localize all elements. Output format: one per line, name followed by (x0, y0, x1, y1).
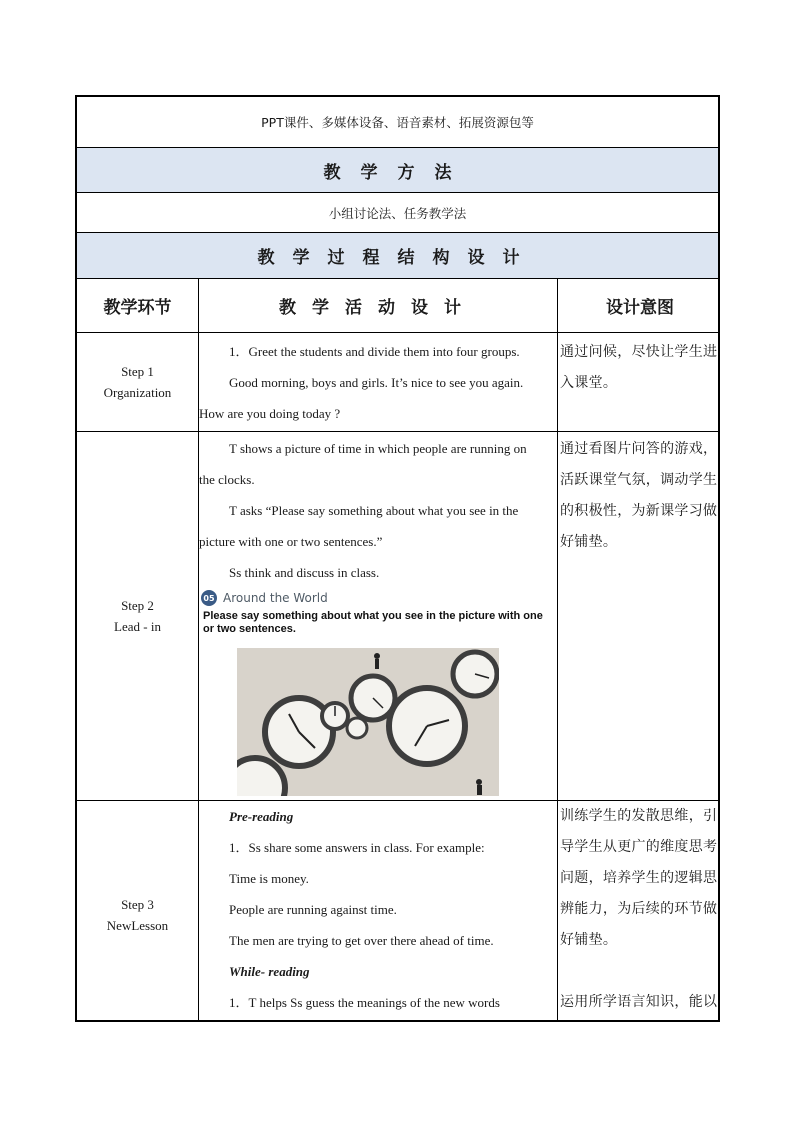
intent-line: 好铺垫。 (560, 932, 618, 948)
activity-line: Time is money. (229, 871, 309, 886)
column-header-row (77, 279, 718, 333)
activity-line: the clocks. (199, 472, 255, 487)
activity-line: Good morning, boys and girls. It’s nice to see you again. (229, 375, 524, 390)
intent-line: 训练学生的发散思维，引 (560, 808, 718, 824)
section-header: 教学环节 (103, 298, 172, 318)
step-1-name: Step 1 (121, 364, 154, 379)
slide-header (201, 588, 556, 608)
step-3-name: Step 3 (121, 896, 154, 912)
clocks-picture (237, 648, 499, 796)
activity-line: 1．Ss share some answers in class. For example: (229, 840, 485, 855)
activity-header: 教学活动设计 (279, 298, 477, 318)
process-heading-row (77, 233, 718, 279)
intent-line: 通过看图片问答的游戏， (560, 441, 718, 457)
clock-icon (389, 688, 465, 764)
intent-line: 好铺垫。 (560, 534, 618, 550)
slide-question-line: Please say something about what you see in the picture with one (203, 610, 543, 622)
step-2-cell (77, 432, 199, 800)
step-1-cell (77, 333, 199, 431)
activity-line: T shows a picture of time in which people are running on (229, 441, 527, 456)
process-heading: 教学过程结构设计 (257, 248, 538, 268)
step-3-row (77, 801, 718, 1022)
intent-header-cell (558, 279, 720, 332)
clock-icon (347, 718, 367, 738)
method-heading-row (77, 148, 718, 193)
activity-line: People are running against time. (229, 902, 397, 917)
step-1-activity (199, 333, 558, 431)
step-3-intent (558, 801, 720, 1022)
intent-line: 通过问候，尽快让学生进 (560, 344, 718, 360)
method-heading: 教学方法 (323, 162, 472, 183)
intent-line: 活跃课堂气氛，调动学生 (560, 472, 718, 488)
step-1-stage: Organization (103, 385, 172, 400)
materials-row (77, 97, 718, 148)
intent-header: 设计意图 (606, 298, 674, 318)
step-2-activity (199, 432, 558, 800)
pre-reading-label: Pre-reading (229, 809, 294, 824)
step-2-name: Step 2 (121, 598, 154, 613)
step-3-stage: NewLesson (106, 917, 169, 933)
intent-line: 入课堂。 (560, 375, 618, 391)
step-1-row (77, 333, 718, 432)
slide-image (201, 588, 556, 636)
step-2-intent (558, 432, 720, 800)
step-2-stage: Lead - in (114, 619, 161, 634)
intent-line: 辨能力，为后续的环节做 (560, 901, 718, 917)
materials-text: PPT课件、多媒体设备、语音素材、拓展资源包等 (261, 115, 534, 130)
activity-line: The men are trying to get over there ahead of time. (229, 933, 494, 948)
method-value-row (77, 193, 718, 233)
activity-line: T asks “Please say something about what you see in the (229, 503, 519, 518)
activity-line: picture with one or two sentences.” (199, 534, 383, 549)
intent-line: 导学生从更广的维度思考 (560, 839, 718, 855)
slide-title: Around the World (223, 590, 328, 605)
intent-line: 的积极性，为新课学习做 (560, 503, 718, 519)
activity-line: 1．Greet the students and divide them into four groups. (229, 344, 520, 359)
slide-question (201, 610, 556, 636)
clock-icon (322, 703, 348, 729)
slide-question-line: or two sentences. (203, 623, 296, 635)
activity-line: 1．T helps Ss guess the meanings of the new words (229, 995, 500, 1010)
clock-icon (453, 652, 497, 696)
intent-line: 运用所学语言知识，能以 (560, 994, 718, 1010)
activity-line: How are you doing today ? (199, 406, 341, 421)
step-1-intent (558, 333, 720, 431)
method-value: 小组讨论法、任务教学法 (328, 205, 467, 221)
while-reading-label: While- reading (229, 964, 310, 979)
intent-line: 问题，培养学生的逻辑思 (560, 870, 718, 886)
step-2-row (77, 432, 718, 801)
lesson-plan-table (75, 95, 720, 1022)
slide-number-badge: 05 (201, 590, 217, 606)
step-3-cell (77, 801, 199, 1022)
activity-header-cell (199, 279, 558, 332)
step-3-activity (199, 801, 558, 1022)
activity-line: Ss think and discuss in class. (229, 565, 380, 580)
section-header-cell (77, 279, 199, 332)
